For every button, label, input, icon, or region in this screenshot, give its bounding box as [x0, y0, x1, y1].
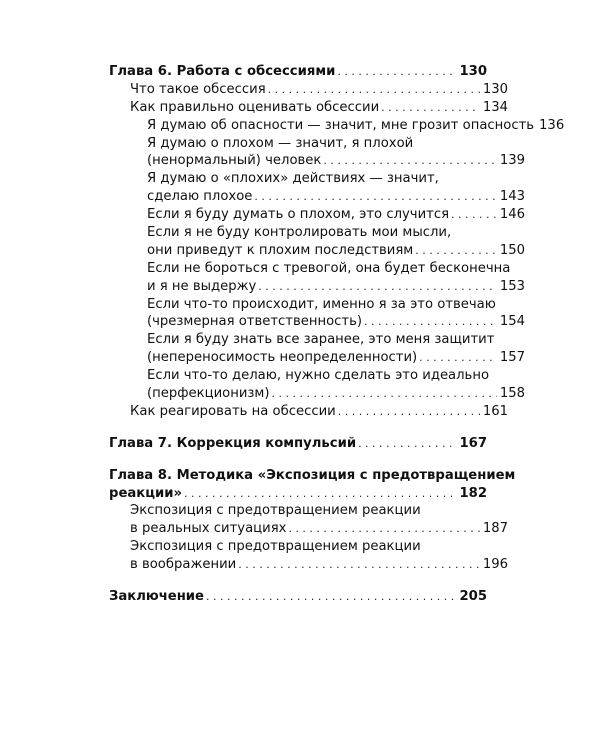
entry-title-line-1: Если что-то делаю, нужно сделать это идеально [147, 368, 490, 384]
dot-leader [184, 485, 456, 503]
dot-leader [451, 206, 497, 224]
entry-title: Как правильно оценивать обсессии [130, 99, 380, 115]
dot-leader [288, 520, 479, 538]
page-number: 196 [482, 557, 508, 573]
toc-entry-how-to-react[interactable] [109, 403, 508, 421]
entry-title: Заключение [109, 589, 204, 605]
page-number: 150 [499, 242, 525, 258]
toc-entry-what-is-obsession[interactable] [109, 81, 508, 99]
entry-title-line-2: (ненормальный) человек [147, 153, 322, 169]
dot-leader [254, 188, 496, 206]
toc-entry-bad-actions[interactable] [109, 170, 525, 206]
toc-entry-exposure-real[interactable] [109, 502, 508, 538]
entry-title-line-2: (непереносимость неопределенности) [147, 350, 418, 366]
entry-title-line-1: Если не бороться с тревогой, она будет бесконечна [147, 260, 511, 276]
page-number: 205 [459, 589, 487, 605]
entry-title: Если я буду думать о плохом, это случится [147, 207, 450, 223]
dot-leader [419, 349, 497, 367]
dot-leader [337, 63, 456, 81]
dot-leader [381, 99, 480, 117]
entry-title-line-1: Я думаю о «плохих» действиях — значит, [147, 171, 439, 187]
entry-title: Как реагировать на обсессии [130, 403, 336, 419]
dot-leader [238, 556, 480, 574]
dot-leader [268, 81, 480, 99]
toc-entry-uncertainty[interactable] [109, 331, 525, 367]
table-of-contents [109, 63, 565, 606]
toc-entry-chapter-7[interactable] [109, 435, 487, 453]
toc-entry-chapter-6[interactable] [109, 63, 487, 81]
toc-entry-exposure-imagination[interactable] [109, 538, 508, 574]
page-number: 157 [499, 350, 525, 366]
entry-title-line-2: они приведут к плохим последствиям [147, 242, 414, 258]
page-number: 130 [482, 81, 508, 97]
page-number: 182 [459, 485, 487, 501]
entry-title-line-2: в реальных ситуациях [130, 521, 287, 537]
entry-title-line-1: Если что-то происходит, именно я за это отвечаю [147, 296, 496, 312]
dot-leader [415, 242, 497, 260]
toc-entry-endless-anxiety[interactable] [109, 260, 525, 296]
toc-entry-conclusion[interactable] [109, 588, 487, 606]
toc-entry-control-thoughts[interactable] [109, 224, 525, 260]
entry-title-line-2: (чрезмерная ответственность) [147, 314, 362, 330]
entry-title-line-1: Глава 8. Методика «Экспозиция с предотвращением [109, 467, 516, 483]
entry-title-line-2: реакции» [109, 485, 183, 501]
toc-entry-perfectionism[interactable] [109, 367, 525, 403]
toc-entry-chapter-8[interactable] [109, 467, 516, 503]
entry-title: Глава 7. Коррекция компульсий [109, 435, 357, 451]
entry-title-line-2: (перфекционизм) [147, 386, 270, 402]
page-number: 187 [482, 521, 508, 537]
toc-entry-will-happen[interactable] [109, 206, 525, 224]
entry-title-line-1: Если я не буду контролировать мои мысли, [147, 225, 452, 241]
entry-title-line-2: и я не выдержу [147, 278, 257, 294]
toc-entry-danger[interactable] [109, 117, 565, 135]
entry-title-line-2: сделаю плохое [147, 189, 253, 205]
toc-entry-how-to-evaluate[interactable] [109, 99, 508, 117]
page-number: 134 [482, 99, 508, 115]
page-number: 130 [459, 64, 487, 79]
page-number: 143 [499, 189, 525, 205]
page-number: 139 [499, 153, 525, 169]
entry-title-line-2: в воображении [130, 557, 237, 573]
dot-leader [272, 385, 497, 403]
toc-entry-responsibility[interactable] [109, 296, 525, 332]
page-number: 161 [482, 403, 508, 419]
dot-leader [258, 278, 497, 296]
entry-title-line-1: Я думаю о плохом — значит, я плохой [147, 135, 414, 151]
entry-title: Глава 6. Работа с обсессиями [109, 64, 336, 79]
dot-leader [364, 313, 497, 331]
dot-leader [323, 152, 496, 170]
entry-title: Я думаю об опасности — значит, мне грозит опасность [147, 117, 535, 133]
page-number: 146 [499, 207, 525, 223]
page-number: 167 [459, 435, 487, 451]
dot-leader [206, 588, 456, 606]
entry-title-line-1: Экспозиция с предотвращением реакции [130, 503, 421, 519]
entry-title: Что такое обсессия [130, 81, 266, 97]
entry-title-line-1: Экспозиция с предотвращением реакции [130, 539, 421, 555]
page-number: 158 [499, 386, 525, 402]
page-number: 153 [499, 278, 525, 294]
dot-leader [338, 403, 480, 421]
toc-entry-bad-person[interactable] [109, 135, 525, 171]
page-number: 136 [539, 117, 565, 133]
dot-leader [358, 435, 456, 453]
page-number: 154 [499, 314, 525, 330]
entry-title-line-1: Если я буду знать все заранее, это меня защитит [147, 332, 495, 348]
